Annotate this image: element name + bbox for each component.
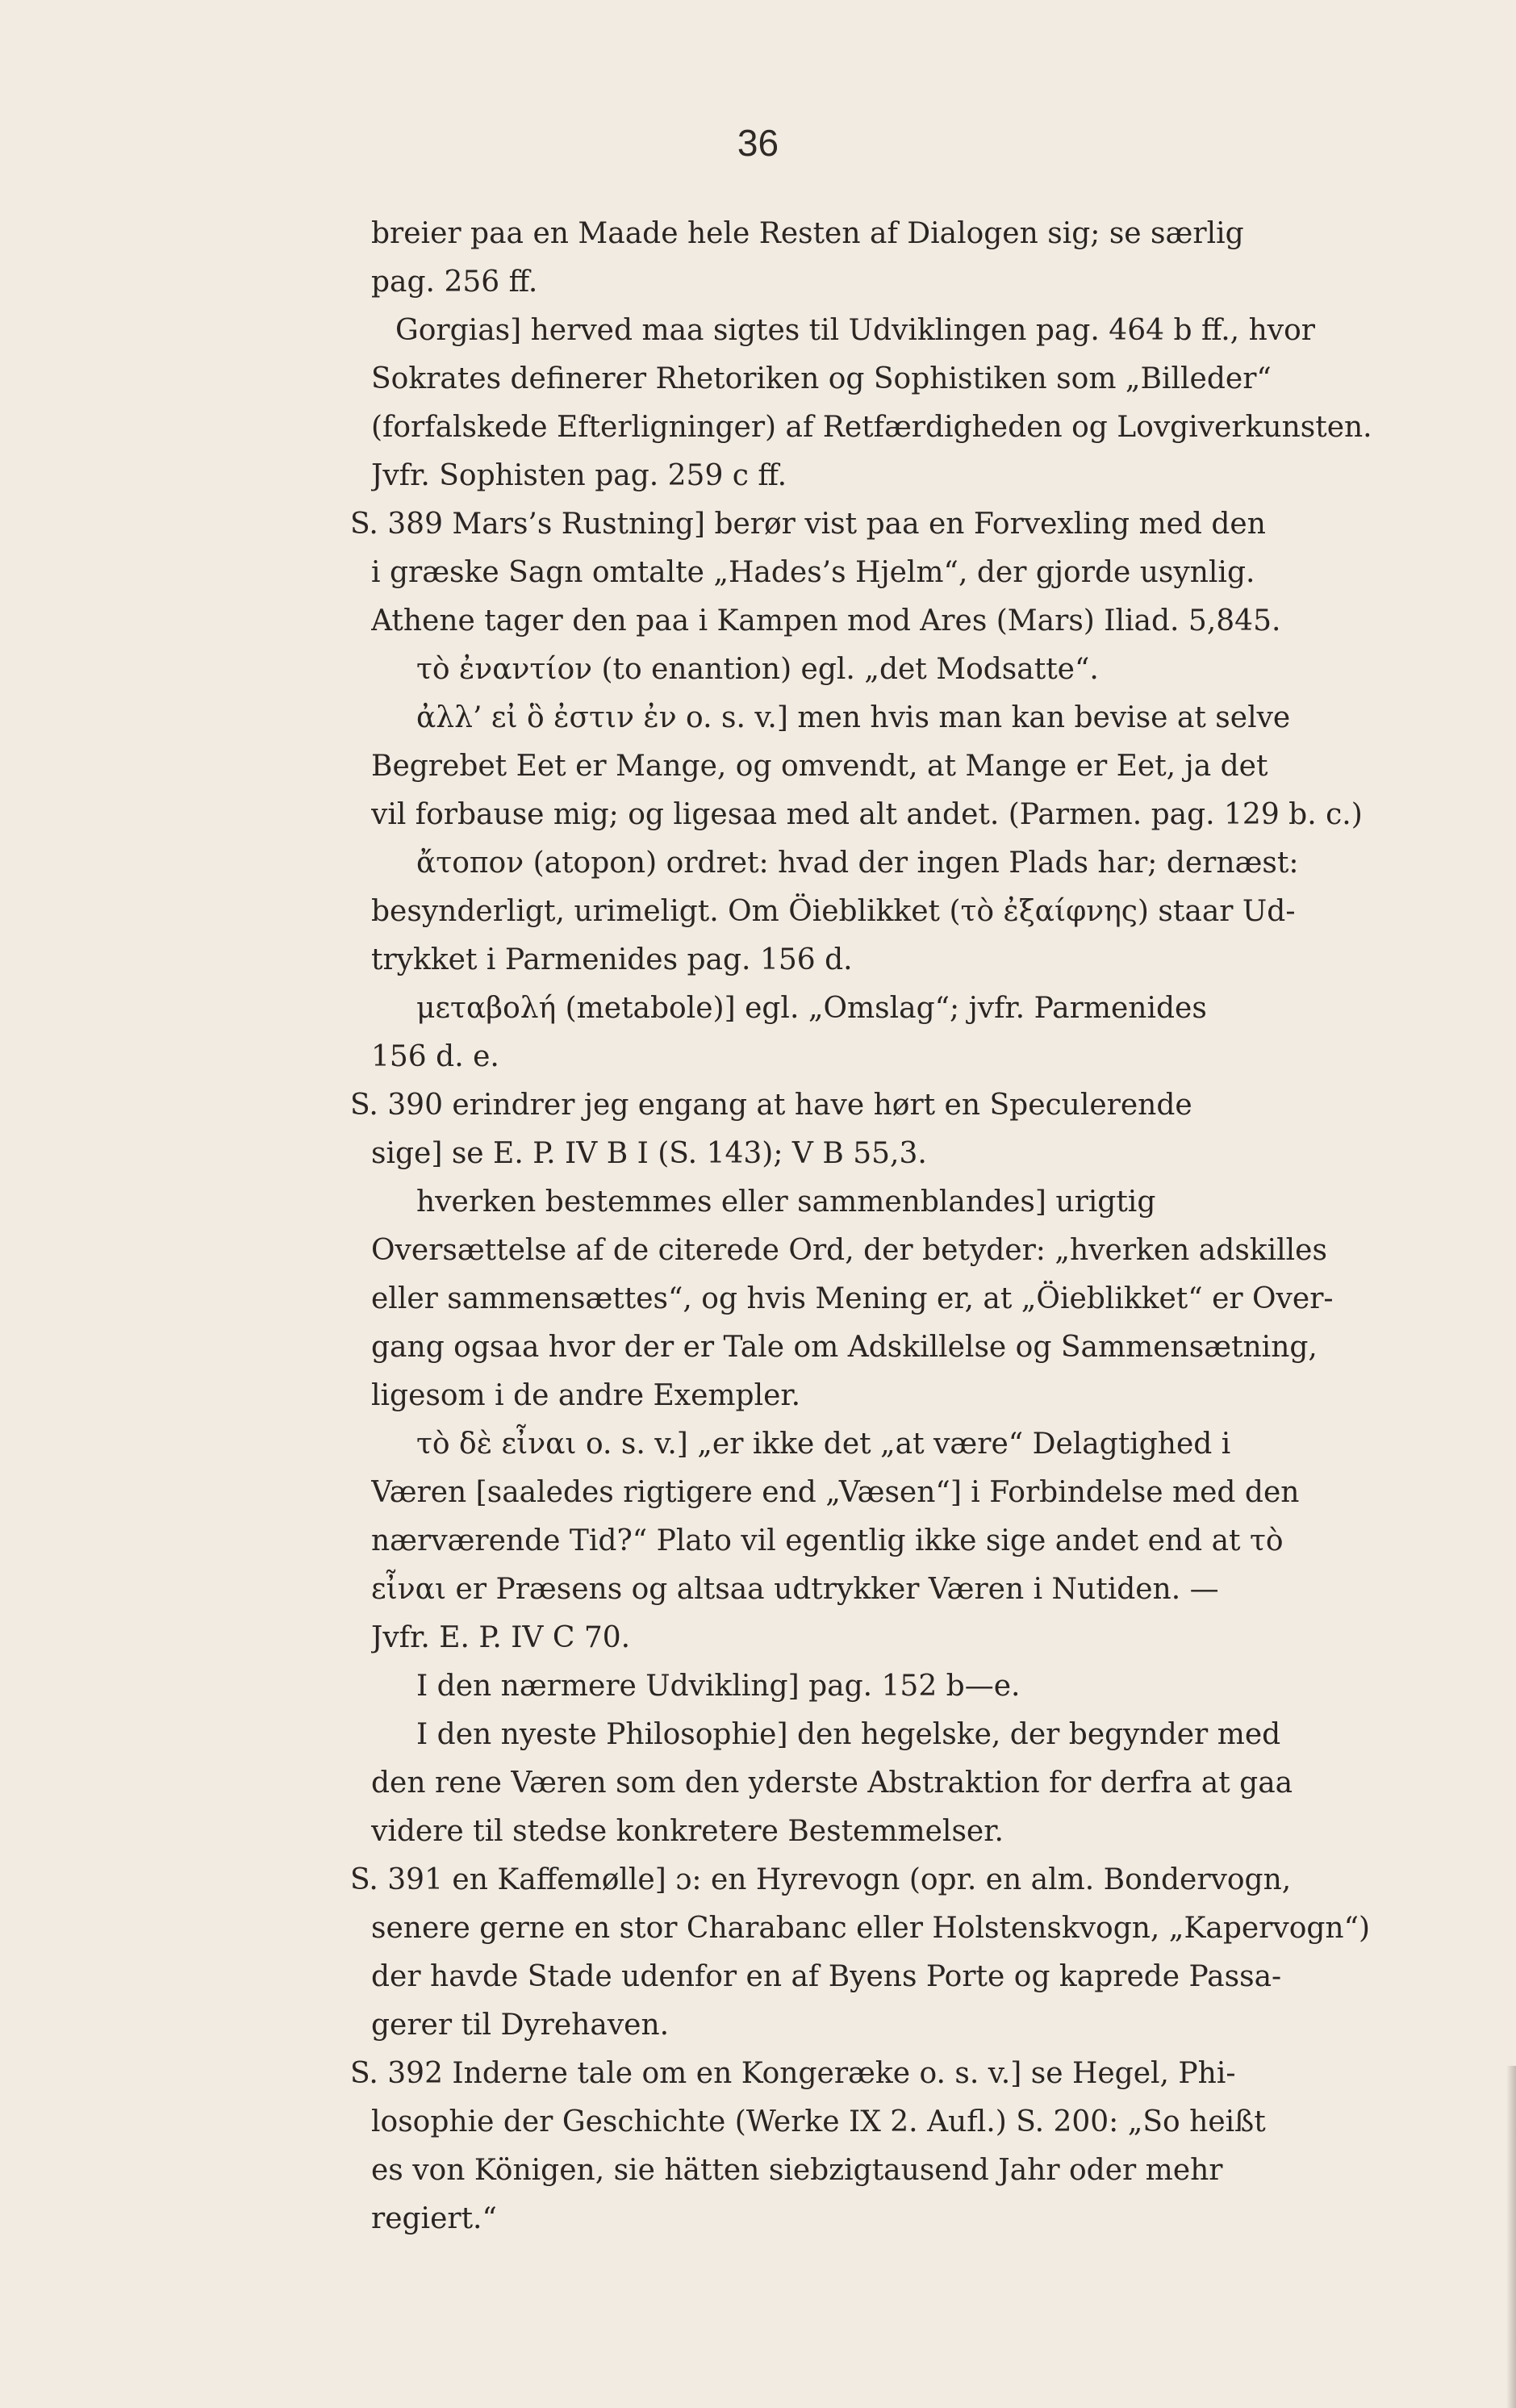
text-line: gang ogsaa hvor der er Tale om Adskillelse og Sammensætning, bbox=[371, 1331, 1318, 1364]
text-line: S. 390 erindrer jeg engang at have hørt en Speculerende bbox=[350, 1089, 1192, 1122]
text-line: Sokrates definerer Rhetoriken og Sophistiken som „Billeder“ bbox=[371, 362, 1272, 395]
text-line: pag. 256 ff. bbox=[371, 265, 538, 299]
text-line: nærværende Tid?“ Plato vil egentlig ikke sige andet end at τὸ bbox=[371, 1524, 1284, 1557]
text-line: hverken bestemmes eller sammenblandes] urigtig bbox=[416, 1185, 1156, 1219]
text-line: eller sammensættes“, og hvis Mening er, at „Öieblikket“ er Over- bbox=[371, 1282, 1334, 1315]
text-line: Jvfr. E. P. IV C 70. bbox=[371, 1621, 631, 1654]
text-line: trykket i Parmenides pag. 156 d. bbox=[371, 943, 853, 976]
text-line: Begrebet Eet er Mange, og omvendt, at Mange er Eet, ja det bbox=[371, 750, 1268, 783]
text-line: S. 391 en Kaffemølle] ɔ: en Hyrevogn (opr. en alm. Bondervogn, bbox=[350, 1863, 1292, 1896]
commentary-text bbox=[350, 210, 1420, 2243]
text-line: ἄτοπον (atopon) ordret: hvad der ingen Plads har; dernæst: bbox=[416, 847, 1299, 880]
text-line: τὸ δὲ εἶναι o. s. v.] „er ikke det „at være“ Delagtighed i bbox=[416, 1428, 1231, 1461]
text-line: εἶναι er Præsens og altsaa udtrykker Væren i Nutiden. — bbox=[371, 1573, 1219, 1606]
text-line: μεταβολή (metabole)] egl. „Omslag“; jvfr. Parmenides bbox=[416, 992, 1207, 1025]
text-line: ligesom i de andre Exempler. bbox=[371, 1379, 801, 1412]
text-line: Jvfr. Sophisten pag. 259 c ff. bbox=[371, 459, 787, 492]
text-line: videre til stedse konkretere Bestemmelser. bbox=[371, 1815, 1004, 1848]
text-line: Væren [saaledes rigtigere end „Væsen“] i Forbindelse med den bbox=[371, 1476, 1300, 1509]
page-number: 36 bbox=[737, 122, 779, 164]
text-line: es von Königen, sie hätten siebzigtausend Jahr oder mehr bbox=[371, 2154, 1223, 2187]
text-line: i græske Sagn omtalte „Hades’s Hjelm“, der gjorde usynlig. bbox=[371, 556, 1255, 589]
text-line: Oversættelse af de citerede Ord, der betyder: „hverken adskilles bbox=[371, 1234, 1327, 1267]
text-line: der havde Stade udenfor en af Byens Porte og kaprede Passa- bbox=[371, 1960, 1282, 1993]
text-line: S. 389 Mars’s Rustning] berør vist paa en Forvexling med den bbox=[350, 508, 1266, 541]
text-line: Gorgias] herved maa sigtes til Udviklingen pag. 464 b ff., hvor bbox=[395, 314, 1315, 347]
text-line: I den nærmere Udvikling] pag. 152 b—e. bbox=[416, 1670, 1021, 1703]
text-line: vil forbause mig; og ligesaa med alt andet. (Parmen. pag. 129 b. c.) bbox=[371, 798, 1363, 831]
text-line: sige] se E. P. IV B I (S. 143); V B 55,3. bbox=[371, 1137, 927, 1170]
text-line: den rene Væren som den yderste Abstraktion for derfra at gaa bbox=[371, 1766, 1293, 1800]
text-line: (forfalskede Efterligninger) af Retfærdigheden og Lovgiverkunsten. bbox=[371, 411, 1372, 444]
text-line: losophie der Geschichte (Werke IX 2. Aufl.) S. 200: „So heißt bbox=[371, 2105, 1266, 2138]
text-line: 156 d. e. bbox=[371, 1040, 499, 1073]
page-edge-shadow bbox=[1506, 2066, 1516, 2408]
text-line: senere gerne en stor Charabanc eller Holstenskvogn, „Kapervogn“) bbox=[371, 1912, 1371, 1945]
text-line: besynderligt, urimeligt. Om Öieblikket (τὸ ἐξαίφνης) staar Ud- bbox=[371, 895, 1296, 928]
text-line: gerer til Dyrehaven. bbox=[371, 2009, 670, 2042]
text-line: S. 392 Inderne tale om en Kongeræke o. s. v.] se Hegel, Phi- bbox=[350, 2057, 1236, 2090]
text-line: τὸ ἐναντίον (to enantion) egl. „det Modsatte“. bbox=[416, 653, 1099, 686]
text-line: Athene tager den paa i Kampen mod Ares (Mars) Iliad. 5,845. bbox=[371, 604, 1281, 638]
text-line: breier paa en Maade hele Resten af Dialogen sig; se særlig bbox=[371, 217, 1244, 250]
text-line: regiert.“ bbox=[371, 2202, 497, 2235]
text-line: I den nyeste Philosophie] den hegelske, der begynder med bbox=[416, 1718, 1281, 1751]
text-line: ἀλλ’ εἰ ὃ ἐστιν ἐν o. s. v.] men hvis man kan bevise at selve bbox=[416, 701, 1291, 734]
